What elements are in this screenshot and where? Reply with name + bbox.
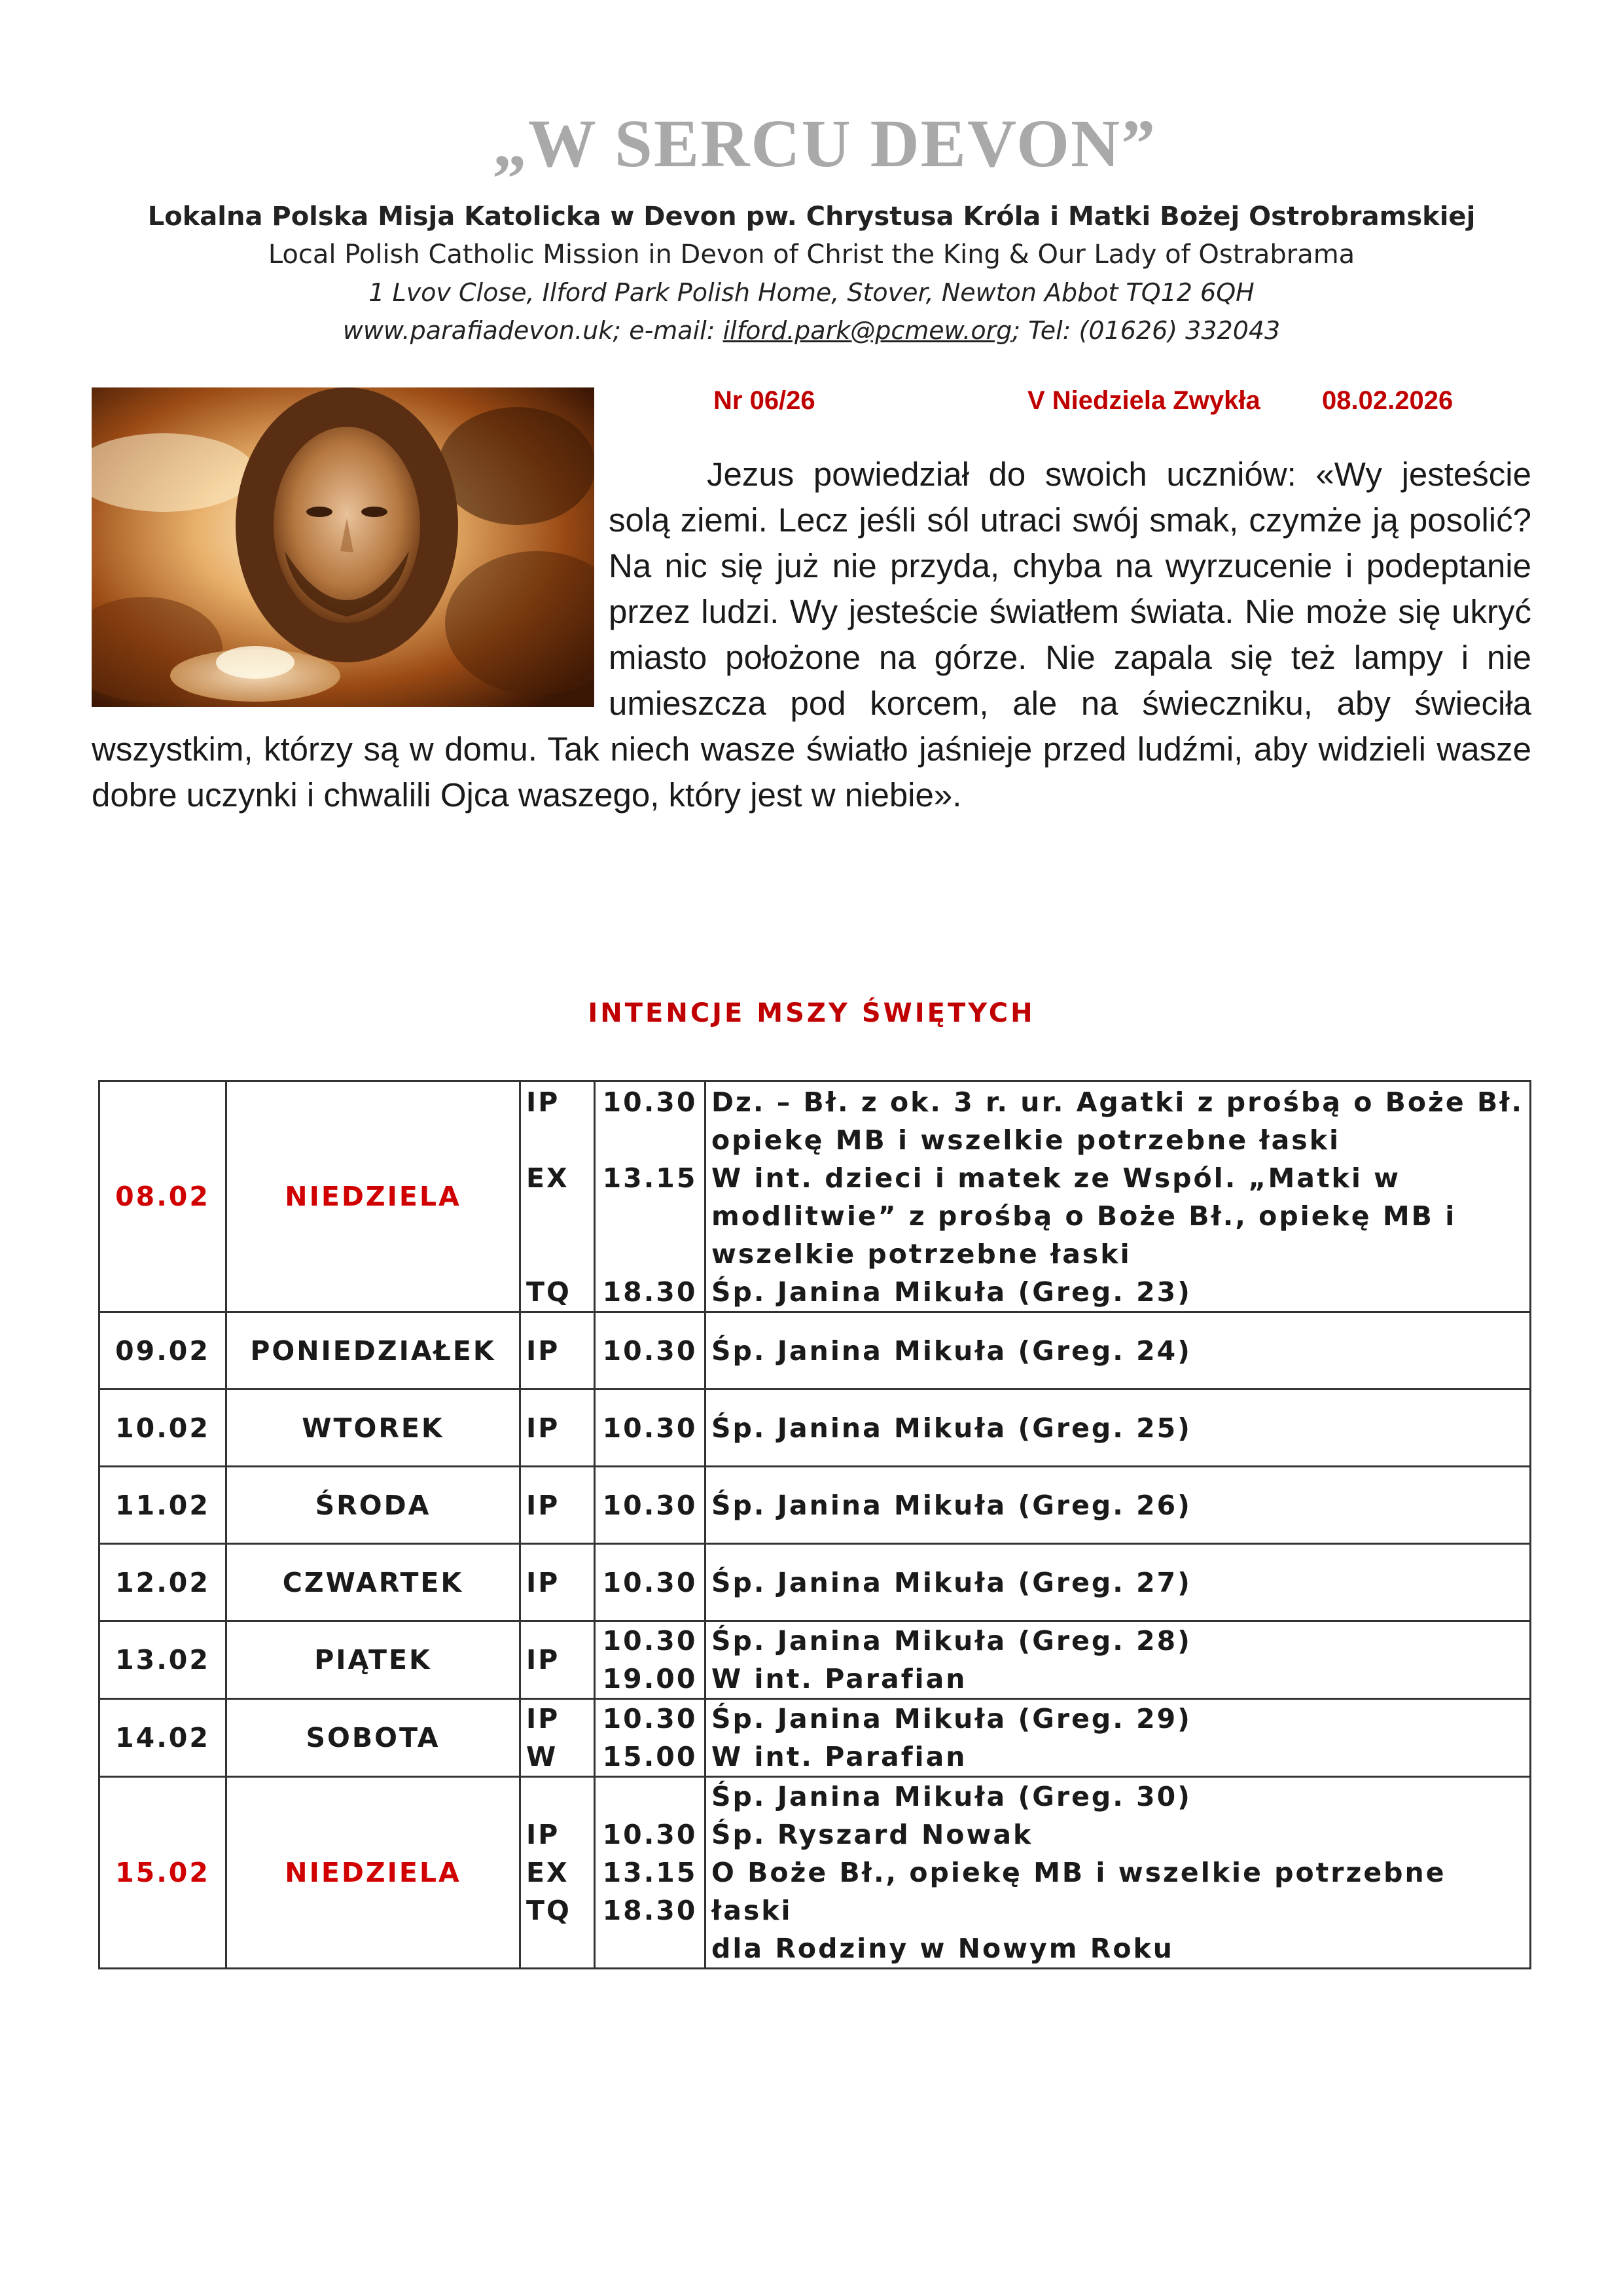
intention-row: [99, 1467, 1531, 1544]
intention-row: [99, 1390, 1531, 1467]
intention-text: modlitwie” z prośbą o Boże Bł., opiekę MB i: [711, 1200, 1457, 1232]
intention-day: SOBOTA: [226, 1699, 520, 1777]
mission-address: 1 Lvov Close, Ilford Park Polish Home, Stover, Newton Abbot TQ12 6QH: [368, 278, 1255, 307]
mission-name-polish: Lokalna Polska Misja Katolicka w Devon pw. Chrystusa Króla i Matki Bożej Ostrobramskiej: [147, 202, 1476, 232]
intention-day: NIEDZIELA: [226, 1081, 520, 1312]
mass-time: 18.30: [602, 1276, 698, 1308]
intention-date: 14.02: [99, 1699, 226, 1777]
mass-time: 10.30: [602, 1489, 698, 1521]
mass-time: 10.30: [602, 1819, 698, 1850]
intention-times: [595, 1621, 705, 1699]
intention-texts: [705, 1777, 1531, 1969]
intention-row: [99, 1621, 1531, 1699]
gospel-passage: [92, 452, 1531, 818]
intention-texts: [705, 1081, 1531, 1312]
location-code: TQ: [526, 1276, 571, 1308]
intention-text: O Boże Bł., opiekę MB i wszelkie potrzebne łaski: [711, 1857, 1446, 1926]
intention-location-codes: [520, 1544, 595, 1621]
intention-texts: [705, 1621, 1531, 1699]
phone-number: ; Tel: (01626) 332043: [1012, 316, 1281, 345]
intention-date: 10.02: [99, 1390, 226, 1467]
intention-texts: [705, 1390, 1531, 1467]
mass-time: 18.30: [602, 1895, 698, 1926]
intention-location-codes: [520, 1081, 595, 1312]
mass-time: 15.00: [602, 1741, 698, 1772]
mass-time: 10.30: [602, 1335, 698, 1367]
intention-day: ŚRODA: [226, 1467, 520, 1544]
intention-day: NIEDZIELA: [226, 1777, 520, 1969]
intention-location-codes: [520, 1312, 595, 1390]
intention-row: [99, 1312, 1531, 1390]
mass-time: 19.00: [602, 1663, 698, 1695]
location-code: IP: [526, 1703, 560, 1734]
intention-times: [595, 1777, 705, 1969]
intention-date: 11.02: [99, 1467, 226, 1544]
mass-time: 13.15: [602, 1857, 698, 1888]
mass-time: 13.15: [602, 1162, 698, 1194]
intention-text: Śp. Janina Mikuła (Greg. 26): [711, 1489, 1192, 1521]
line-spacer: [601, 1197, 699, 1273]
intention-date: 09.02: [99, 1312, 226, 1390]
intention-text: Śp. Janina Mikuła (Greg. 28): [711, 1625, 1192, 1657]
website-link[interactable]: www.parafiadevon.uk;: [342, 316, 622, 345]
location-code: IP: [526, 1644, 560, 1676]
intention-texts: [705, 1699, 1531, 1777]
intention-text: Śp. Janina Mikuła (Greg. 27): [711, 1566, 1192, 1598]
line-spacer: [526, 1121, 588, 1159]
location-code: IP: [526, 1412, 560, 1444]
line-spacer: [601, 1121, 699, 1159]
intention-text: opiekę MB i wszelkie potrzebne łaski: [711, 1124, 1341, 1156]
intention-row: [99, 1081, 1531, 1312]
intentions-table: [98, 1080, 1531, 1969]
intention-text: W int. dzieci i matek ze Wspól. „Matki w: [711, 1162, 1401, 1194]
intention-date: 08.02: [99, 1081, 226, 1312]
intention-text: Dz. – Bł. z ok. 3 r. ur. Agatki z prośbą o Boże Bł.: [711, 1086, 1524, 1118]
intention-times: [595, 1544, 705, 1621]
location-code: IP: [526, 1086, 560, 1118]
intention-text: W int. Parafian: [711, 1663, 967, 1695]
location-code: IP: [526, 1335, 560, 1367]
intention-times: [595, 1312, 705, 1390]
intention-day: PIĄTEK: [226, 1621, 520, 1699]
bulletin-title: „W SERCU DEVON”: [492, 106, 1157, 181]
intention-location-codes: [520, 1390, 595, 1467]
intention-texts: [705, 1544, 1531, 1621]
liturgical-sunday: V Niedziela Zwykła: [1027, 386, 1260, 415]
location-code: W: [526, 1741, 558, 1772]
location-code: EX: [526, 1162, 569, 1194]
contact-line: [0, 312, 1623, 350]
intention-location-codes: [520, 1467, 595, 1544]
intention-row: [99, 1699, 1531, 1777]
mass-time: 10.30: [602, 1086, 698, 1118]
mass-time: 10.30: [602, 1412, 698, 1444]
intention-times: [595, 1467, 705, 1544]
intention-day: PONIEDZIAŁEK: [226, 1312, 520, 1390]
intention-date: 12.02: [99, 1544, 226, 1621]
intention-location-codes: [520, 1699, 595, 1777]
image-wrap-space: [92, 452, 609, 726]
gospel-text: Jezus powiedział do swoich uczniów: «Wy jesteście solą ziemi. Lecz jeśli sól utraci swój smak, czymże ją posolić? Na nic się już nie przyda, chyba na wyrzucenie i podeptanie przez ludzi. Wy jesteście światłem świata. Nie może się ukryć miasto położone na górze. Nie zapala się też lampy i nie umieszcza pod korcem, ale na świeczniku, aby świeciła wszystkim, którzy są w domu. Tak niech wasze światło jaśnieje przed ludźmi, aby widzieli wasze dobre uczynki i chwalili Ojca waszego, który jest w niebie».: [92, 456, 1531, 814]
intention-times: [595, 1699, 705, 1777]
intention-text: Śp. Janina Mikuła (Greg. 29): [711, 1703, 1192, 1734]
intentions-table-body: [99, 1081, 1531, 1969]
intention-text: Śp. Janina Mikuła (Greg. 24): [711, 1335, 1192, 1367]
mass-time: 10.30: [602, 1625, 698, 1657]
line-spacer: [526, 1197, 588, 1273]
email-link[interactable]: ilford.park@pcmew.org: [722, 316, 1012, 345]
location-code: TQ: [526, 1895, 571, 1926]
intention-day: WTOREK: [226, 1390, 520, 1467]
intention-text: dla Rodziny w Nowym Roku: [711, 1933, 1174, 1964]
location-code: IP: [526, 1566, 560, 1598]
intention-text: wszelkie potrzebne łaski: [711, 1238, 1132, 1270]
intention-row: [99, 1544, 1531, 1621]
location-code: EX: [526, 1857, 569, 1888]
intention-day: CZWARTEK: [226, 1544, 520, 1621]
intentions-title: INTENCJE MSZY ŚWIĘTYCH: [588, 998, 1035, 1028]
intention-text: W int. Parafian: [711, 1741, 967, 1772]
intention-text: Śp. Ryszard Nowak: [711, 1819, 1033, 1850]
issue-number: Nr 06/26: [713, 386, 815, 415]
intention-texts: [705, 1467, 1531, 1544]
mass-time: 10.30: [602, 1703, 698, 1734]
header: [0, 98, 1623, 350]
intention-date: 15.02: [99, 1777, 226, 1969]
intention-row: [99, 1777, 1531, 1969]
issue-date: 08.02.2026: [1322, 386, 1454, 415]
intention-text: Śp. Janina Mikuła (Greg. 23): [711, 1276, 1192, 1308]
email-label: e-mail:: [629, 316, 715, 345]
intention-text: Śp. Janina Mikuła (Greg. 25): [711, 1412, 1192, 1444]
mass-time: 10.30: [602, 1566, 698, 1598]
intention-location-codes: [520, 1621, 595, 1699]
location-code: IP: [526, 1819, 560, 1850]
intention-texts: [705, 1312, 1531, 1390]
intention-times: [595, 1390, 705, 1467]
intention-location-codes: [520, 1777, 595, 1969]
intention-times: [595, 1081, 705, 1312]
mission-name-english: Local Polish Catholic Mission in Devon of Christ the King & Our Lady of Ostrabrama: [268, 240, 1355, 270]
location-code: IP: [526, 1489, 560, 1521]
intention-date: 13.02: [99, 1621, 226, 1699]
intention-text: Śp. Janina Mikuła (Greg. 30): [711, 1781, 1192, 1812]
